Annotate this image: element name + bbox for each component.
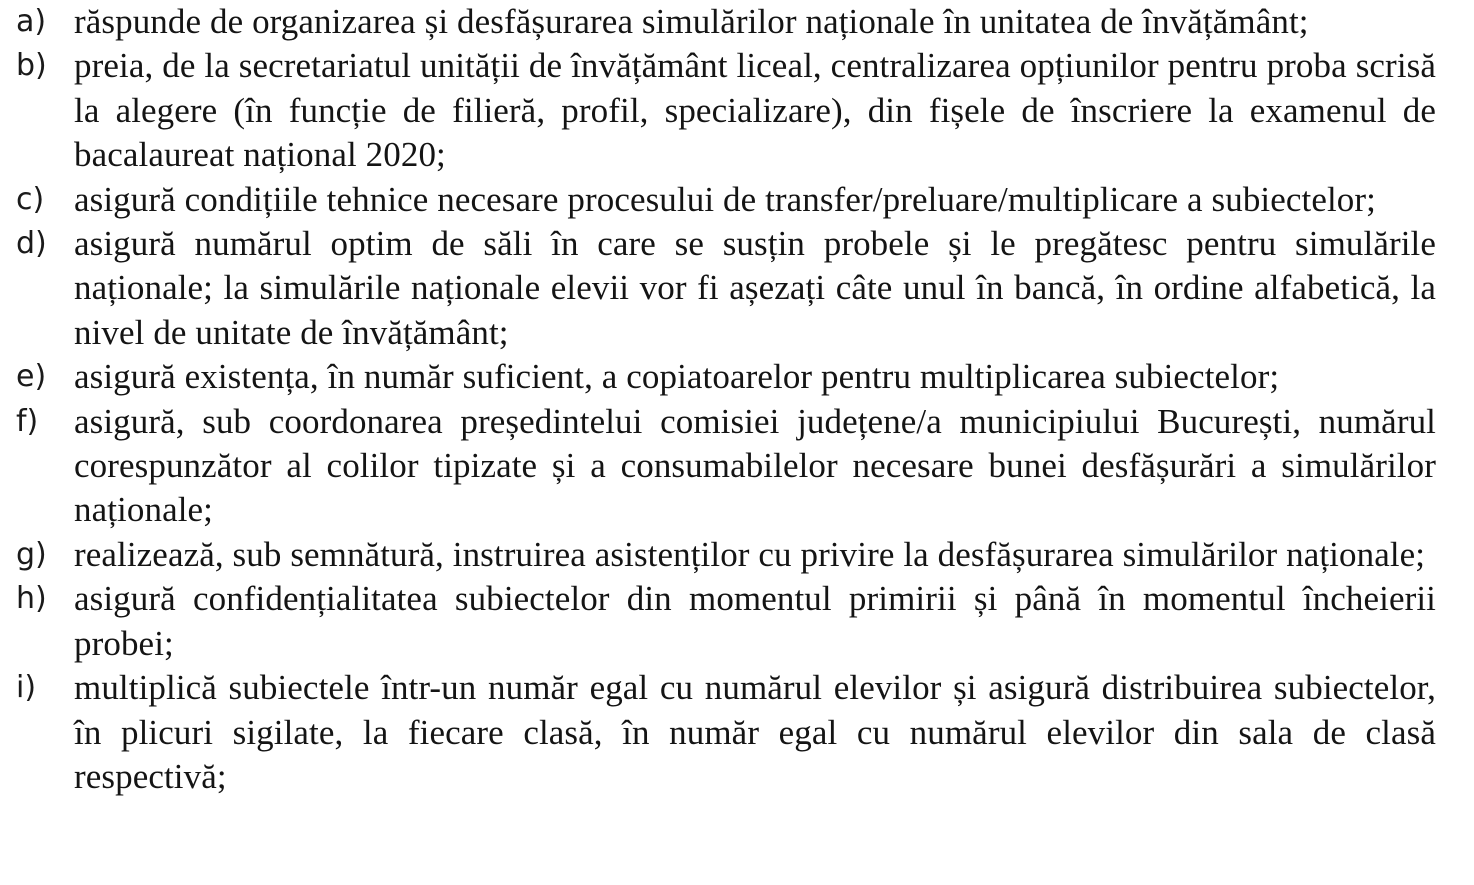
list-item-text: răspunde de organizarea și desfășurarea simulărilor naționale în unitatea de învățământ; — [74, 2, 1309, 41]
list-marker: d) — [16, 226, 47, 262]
list-item-text: multiplică subiectele într-un număr egal cu numărul elevilor și asigură distribuirea subiectelor, în plicuri sigilate, la fiecare clasă, în număr egal cu numărul elevilor din sala de clasă respectivă; — [74, 668, 1436, 796]
list-item-a — [16, 0, 1436, 44]
list-item-h — [16, 577, 1436, 666]
list-item-f — [16, 400, 1436, 533]
list-item-c — [16, 178, 1436, 222]
list-item-text: asigură, sub coordonarea președintelui comisiei județene/a municipiului București, numărul corespunzător al colilor tipizate și a consumabilelor necesare bunei desfășurări a simulărilor naționale; — [74, 401, 1436, 530]
list-marker: h) — [16, 581, 47, 617]
list-marker: c) — [16, 181, 45, 217]
list-item-text: preia, de la secretariatul unității de învățământ liceal, centralizarea opțiunilor pentru proba scrisă la alegere (în funcție de filieră, profil, specializare), din fișele de înscriere la examenul de bacalaureat național 2020; — [74, 46, 1436, 175]
list-item-text: asigură confidențialitatea subiectelor din momentul primirii și până în momentul încheierii probei; — [74, 579, 1436, 663]
list-item-b — [16, 44, 1436, 177]
list-item-text: realizează, sub semnătură, instruirea asistenților cu privire la desfășurarea simulărilor naționale; — [74, 534, 1426, 574]
list-item-d — [16, 222, 1436, 355]
list-item-text: asigură existența, în număr suficient, a copiatoarelor pentru multiplicarea subiectelor; — [74, 357, 1280, 397]
list-marker: b) — [16, 48, 47, 84]
list-marker: a) — [16, 4, 47, 39]
list-item-i — [16, 666, 1436, 799]
list-marker: g) — [16, 536, 47, 572]
list-marker: f) — [16, 403, 39, 439]
list-item-text: asigură condițiile tehnice necesare procesului de transfer/preluare/multiplicare a subiectelor; — [74, 179, 1376, 219]
list-item-text: asigură numărul optim de săli în care se susțin probele și le pregătesc pentru simulările naționale; la simulările naționale elevii vor fi așezați câte unul în bancă, în ordine alfabetică, la nivel de unitate de învățământ; — [74, 224, 1436, 352]
list-marker: e) — [16, 359, 47, 395]
list-item-e — [16, 355, 1436, 399]
list-marker: i) — [16, 670, 37, 706]
list-item-g — [16, 533, 1436, 577]
